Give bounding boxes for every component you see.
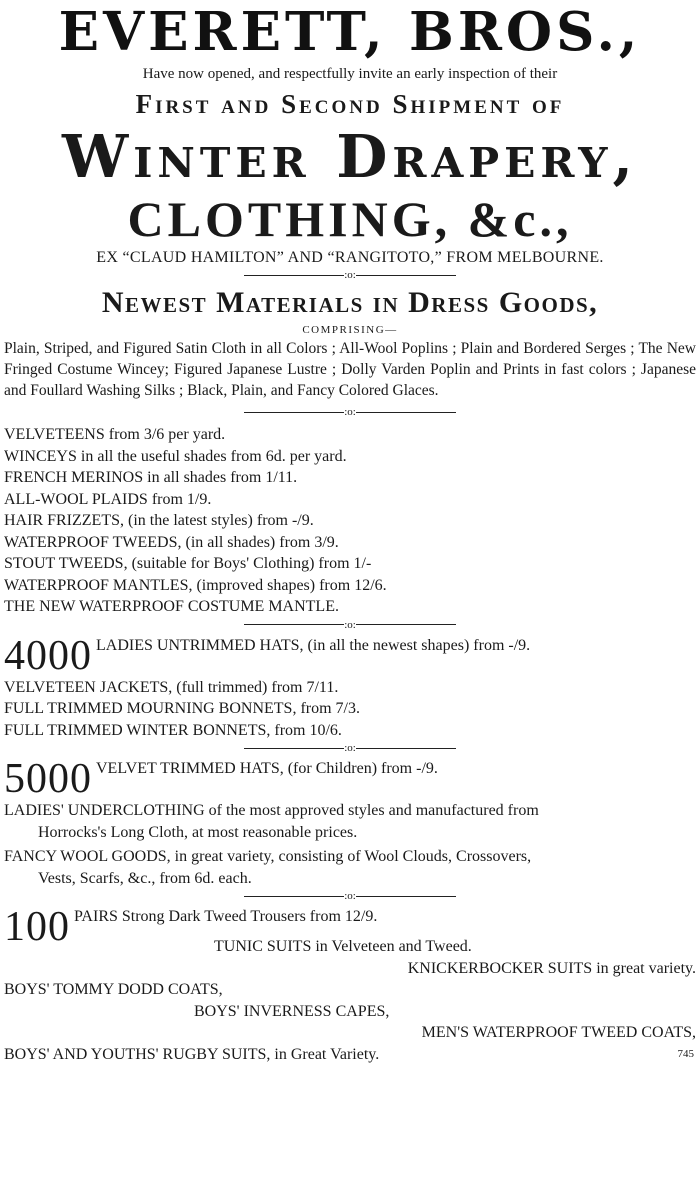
list-item: STOUT TWEEDS, (suitable for Boys' Clothing) from 1/-: [4, 555, 372, 572]
list-item: FULL TRIMMED WINTER BONNETS, from 10/6.: [4, 721, 342, 739]
rugby-suits: BOYS' AND YOUTHS' RUGBY SUITS, in Great Variety.: [4, 1045, 380, 1063]
dress-goods-heading: Newest Materials in Dress Goods,: [101, 286, 599, 319]
list-item: HAIR FRIZZETS, (in the latest styles) from -/9.: [4, 512, 314, 529]
folio-number: 745: [677, 1047, 694, 1060]
comprising-label: COMPRISING—: [302, 324, 398, 336]
divider-2: :o:: [4, 405, 696, 420]
underclothing-line-2: Horrocks's Long Cloth, at most reasonable prices.: [38, 823, 358, 841]
velvet-hats-number: 5000: [4, 756, 92, 802]
inverness-capes: BOYS' INVERNESS CAPES,: [194, 1002, 390, 1020]
underclothing-line-1: LADIES' UNDERCLOTHING of the most approved styles and manufactured from: [4, 802, 539, 819]
list-item: WINCEYS in all the useful shades from 6d. per yard.: [4, 447, 347, 465]
hats-number: 4000: [4, 632, 92, 679]
clothing-heading: CLOTHING, &c.,: [127, 191, 573, 247]
velvet-hats-text: VELVET TRIMMED HATS, (for Children) from -/9.: [96, 760, 438, 777]
list-item: ALL-WOOL PLAIDS from 1/9.: [4, 490, 212, 508]
list-item: VELVETEENS from 3/6 per yard.: [4, 426, 226, 443]
list-item: THE NEW WATERPROOF COSTUME MANTLE.: [4, 598, 339, 615]
hats-line: [4, 632, 696, 679]
wool-goods-line-1: FANCY WOOL GOODS, in great variety, consisting of Wool Clouds, Crossovers,: [4, 848, 532, 865]
list-item: VELVETEEN JACKETS, (full trimmed) from 7/11.: [4, 678, 339, 696]
trousers-text: PAIRS Strong Dark Tweed Trousers from 12/9.: [74, 908, 378, 925]
tommy-dodd-coats: BOYS' TOMMY DODD COATS,: [4, 981, 223, 998]
divider-5: :o:: [4, 889, 696, 904]
divider-4: :o:: [4, 741, 696, 756]
list-item: FULL TRIMMED MOURNING BONNETS, from 7/3.: [4, 700, 360, 717]
list-item: WATERPROOF MANTLES, (improved shapes) from 12/6.: [4, 576, 387, 594]
underclothing-block: [4, 800, 696, 889]
shipment-heading: First and Second Shipment of: [135, 89, 565, 119]
ships-line: EX “CLAUD HAMILTON” AND “RANGITOTO,” FROM MELBOURNE.: [96, 249, 604, 266]
wool-goods-line-2: Vests, Scarfs, &c., from 6d. each.: [38, 869, 252, 887]
velvet-hats-line: [4, 758, 696, 800]
dress-goods-paragraph: Plain, Striped, and Figured Satin Cloth in all Colors ; All-Wool Poplins ; Plain and Bordered Serges ; The New Fringed Costume Wincey; Figured Japanese Lustre ; Dolly Varden Poplin and Prints in fast colors ; Japanese and Foullard Washing Silks ; Black, Plain, and Fancy Colored Glaces.: [4, 340, 696, 399]
advertisement-page: [0, 2, 700, 1189]
list-item: FRENCH MERINOS in all shades from 1/11.: [4, 469, 298, 486]
knickerbocker-suits: KNICKERBOCKER SUITS in great variety.: [407, 959, 696, 977]
suits-block: [4, 936, 696, 1065]
goods-list-a: [4, 424, 696, 618]
divider-3: :o:: [4, 618, 696, 633]
goods-list-b: [4, 677, 696, 742]
tunic-suits: TUNIC SUITS in Velveteen and Tweed.: [214, 938, 472, 955]
winter-drapery-heading: Winter Drapery,: [61, 122, 639, 191]
rugby-suits-line: [4, 1044, 696, 1065]
divider-1: :o:: [4, 268, 696, 283]
hats-text: LADIES UNTRIMMED HATS, (in all the newest shapes) from -/9.: [96, 636, 531, 654]
list-item: WATERPROOF TWEEDS, (in all shades) from 3/9.: [4, 533, 339, 551]
trousers-number: 100: [4, 904, 70, 950]
intro-line: Have now opened, and respectfully invite an early inspection of their: [142, 66, 558, 82]
firm-name: EVERETT, BROS.,: [58, 1, 642, 63]
mens-waterproof-coats: MEN'S WATERPROOF TWEED COATS,: [421, 1024, 696, 1041]
